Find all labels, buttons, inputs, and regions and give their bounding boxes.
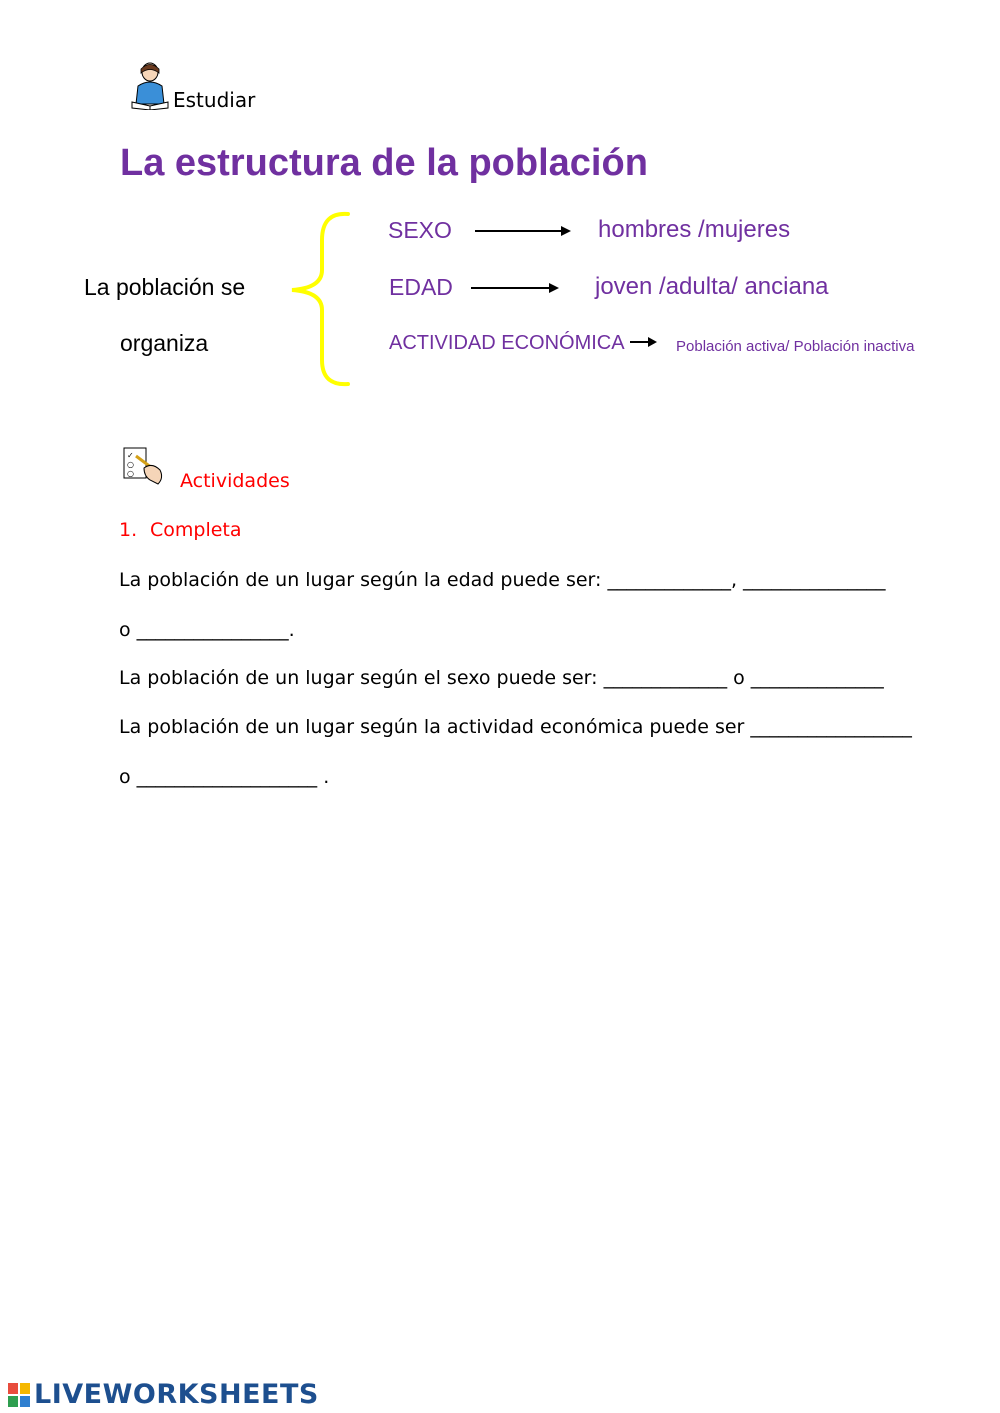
page-title: La estructura de la población — [120, 142, 648, 184]
study-label: Estudiar — [173, 88, 256, 112]
student-reading-icon — [130, 60, 170, 110]
exercise-number: 1. — [119, 519, 138, 541]
diagram-lead-line1: La población se — [84, 274, 246, 300]
liveworksheets-logo[interactable]: LIVEWORKSHEETS — [34, 1379, 319, 1410]
exercise-title: Completa — [150, 519, 242, 541]
exercise-line: La población de un lugar según la edad puede ser: _____________, _______________ — [119, 569, 886, 591]
value-sex: hombres /mujeres — [598, 216, 791, 243]
value-age: joven /adulta/ anciana — [595, 273, 829, 300]
exercise-line: La población de un lugar según la actividad económica puede ser _________________ — [119, 716, 912, 738]
svg-text:○: ○ — [127, 460, 134, 469]
exercise-line: o ________________. — [119, 619, 295, 641]
arrow-icon — [475, 224, 575, 238]
exercise-line: La población de un lugar según el sexo puede ser: _____________ o ______________ — [119, 667, 884, 689]
checklist-writing-icon — [122, 446, 166, 486]
arrow-icon — [471, 281, 563, 295]
activities-label: Actividades — [180, 470, 290, 492]
category-sex: SEXO — [388, 217, 452, 243]
svg-text:✓: ✓ — [127, 451, 134, 460]
category-economic-activity: ACTIVIDAD ECONÓMICA — [389, 332, 625, 354]
curly-brace — [288, 210, 352, 390]
svg-text:○: ○ — [127, 469, 134, 478]
arrow-icon — [630, 335, 660, 349]
value-economic-activity: Población activa/ Población inactiva — [676, 338, 915, 355]
category-age: EDAD — [389, 274, 453, 300]
liveworksheets-logo-icon — [8, 1383, 30, 1407]
diagram-lead-line2: organiza — [120, 330, 209, 356]
exercise-line: o ___________________ . — [119, 766, 330, 788]
